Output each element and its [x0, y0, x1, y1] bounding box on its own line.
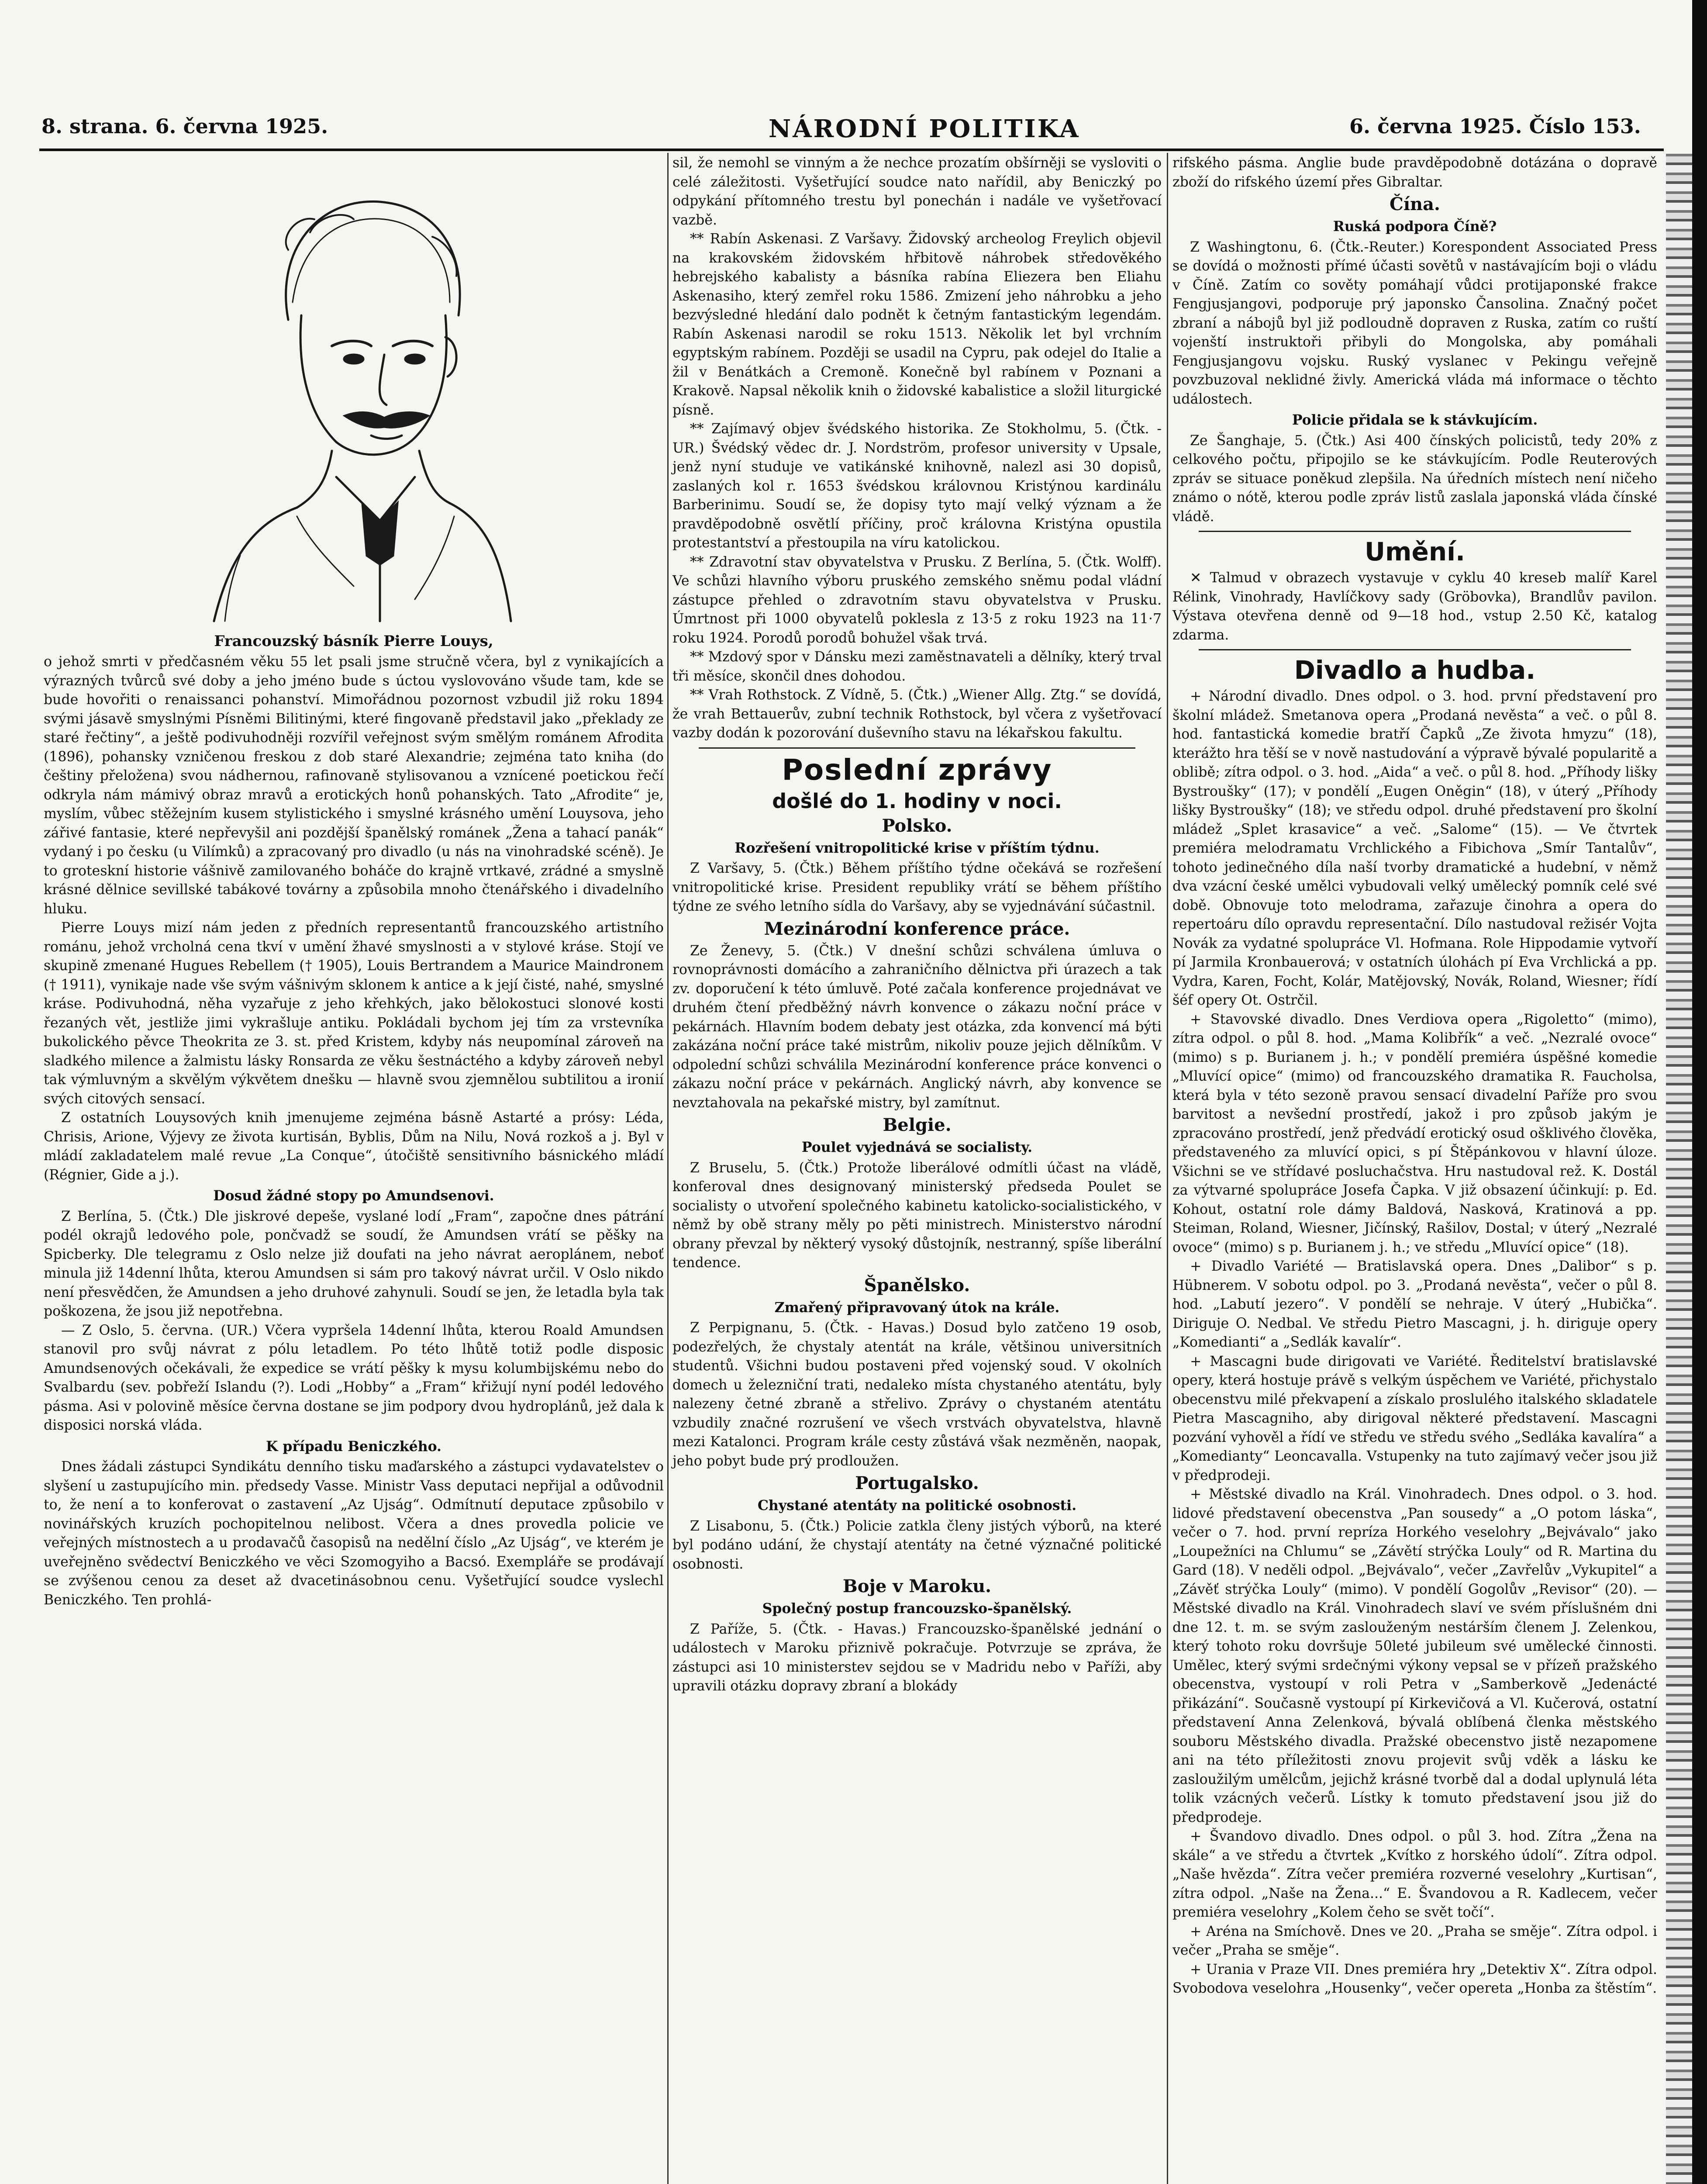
column-right	[1172, 154, 1657, 1998]
morocco-text: Z Paříže, 5. (Čtk. - Havas.) Francouzsko-španělské jednání o událostech v Maroku přiznivě pokračuje. Potvrzuje se zpráva, že zástupci asi 10 ministerstev sejdou se v Madridu nebo v Paříži, aby upravili otázku dopravy zbraní a blokády	[672, 1621, 1162, 1694]
poland-text: Z Varšavy, 5. (Čtk.) Během příštího týdne očekává se rozřešení vnitropolitické krise. President republiky vrátí se během příštího týdne ze svého letního sídla do Varšavy, aby se vyjednávání súčastnil.	[672, 860, 1162, 914]
rabin-askenasi-item: ** Rabín Askenasi. Z Varšavy. Židovský archeolog Freylich objevil na krakovském židovském hřbitově náhrobek středověkého hebrejského kabalisty a básníka rabína Eliezera ben Eliahu Askenasiho, který zemřel roku 1586. Zmizení jeho náhrobku a jeho bezvýsledné hledání dalo podnět k četným fantastickým legendám. Rabín Askenasi narodil se roku 1513. Několik let byl vrchním egyptským rabínem. Později se usadil na Cypru, pak odejel do Italie a žil v Benátkách a Cremoně. Konečně byl rabínem v Poznani a Krakově. Napsal několik knih o židovské kabalistice a složil liturgické písně.	[672, 231, 1162, 418]
article-louys-p3: Z ostatních Louysových knih jmenujeme zejména básně Astarté a prósy: Léda, Chrisis, Arione, Výjevy ze života kurtisán, Byblis, Dům na Nilu, Nová rozkoš a j. Byl v mládí zakladatelem malé revue „La Conque“, útočiště sensitivního básnického mládí (Régnier, Gide a j.).	[44, 1110, 664, 1183]
china-text: Z Washingtonu, 6. (Čtk.-Reuter.) Korespondent Associated Press se dovídá o možnosti přímé účasti sovětů v nastávajícím boji o vládu v Číně. Zatím co sověty pomáhají vůdci protijaponské frakce Fengjusjangovi, podporuje prý japonsko Čansolina. Značný počet zbraní a nábojů byl již podloudně dopraven z Ruska, zatím co ruští vojenští instruktoři přibyli do Mongolska, aby pomáhali Fengjusjangovu vojsku. Ruský vyslanec v Pekingu veřejně povzbuzoval neklidné živly. Americká vláda má informace o těchto událostech.	[1172, 239, 1657, 407]
talmud-exhibition-item: ✕ Talmud v obrazech vystavuje v cyklu 40 kreseb malíř Karel Rélink, Vinohrady, Havlíčkovy sady (Gröbovka), Brandlův pavilon. Výstava otevřena denně od 9—18 hod., vstup 2.50 Kč, katalog zdarma.	[1172, 570, 1657, 643]
belgium-heading: Belgie.	[883, 1115, 952, 1135]
column-left	[44, 154, 664, 1610]
section-rule	[1199, 531, 1631, 532]
scan-border	[1692, 0, 1707, 2184]
urania-item: + Urania v Praze VII. Dnes premiéra hry „Detektiv X“. Zítra odpol. Svobodova veselohra „Housenky“, večer opereta „Honba za štěstím“.	[1172, 1961, 1657, 1996]
portugal-subheading: Chystané atentáty na politické osobnosti.	[757, 1497, 1077, 1514]
swedish-historian-item: ** Zajímavý objev švédského historika. Ze Stokholmu, 5. (Čtk. - UR.) Švédský vědec dr. J. Nordström, profesor university v Upsale, jenž nyní studuje ve vatikánské knihovně, nalezl asi 30 dopisů, zaslaných kol r. 1653 švédskou královnou Kristýnou kardinálu Barberinimu. Soudí se, že dopisy tyto mají velký význam a že pravděpodobně osvětlí příčiny, proč královna Kristýna opustila protestantství a přestoupila na víru katolickou.	[672, 421, 1162, 551]
belgium-subheading: Poulet vyjednává se socialisty.	[801, 1139, 1033, 1155]
denmark-wage-item: ** Mzdový spor v Dánsku mezi zaměstnavateli a dělníky, který trval tři měsíce, skončil dnes dohodou.	[672, 649, 1162, 684]
latest-news-subtitle: došlé do 1. hodiny v noci.	[772, 789, 1062, 813]
benicky-text: Dnes žádali zástupci Syndikátu denního tisku maďarského a zástupci vydavatelstev o slyšení u zastupujícího min. předsedy Vasse. Ministr Vass deputaci nepřijal a odůvodnil to, že není a to konferovat o zastavení „Az Ujság“. Odmítnutí deputace způsobilo v novinářských kruzích pochopitelnou nelibost. Včera a dnes provedla policie ve veřejných místnostech a u prodavačů časopisů na nedělní číslo „Az Ujság“, ve kterém je uveřejněno svědectví Beniczkého ve věci Szomogyiho a Bacsó. Exempláře se prodávají se zvýšenou cenou za deset až dvacetinásobnou cenu. Vyšetřující soudce vyslechl Beniczkého. Ten prohlá-	[44, 1459, 664, 1608]
latest-news-banner: Poslední zprávy	[782, 753, 1052, 787]
section-rule	[699, 747, 1135, 749]
national-theatre-item: + Národní divadlo. Dnes odpol. o 3. hod. první představení pro školní mládež. Smetanova opera „Prodaná nevěsta“ a več. o půl 8. hod. fantastická komedie bratří Čapků „Ze života hmyzu“ (18), kterážto hra těší se v nově nastudování a výpravě bývalé popularitě a oblibě; zítra odpol. o 3. hod. „Aida“ a več. o půl 8. hod. „Příhody lišky Bystroušky“ (17); v pondělí „Eugen Oněgin“ (18), v úterý „Příhody lišky Bystroušky“ (18); ve středu odpol. druhé představení pro školní mládež „Splet krasavice“ a več. „Salome“ (15). — Ve čtvrtek premiéra melodramatu Vrchlického a Fibichova „Smír Tantalův“, tohoto jedinečného díla naší tvorby dramatické a hudební, v němž dva vzácní české umělci vybudovali velký umělecký pomník celé své době. Obnovuje toto melodrama, zařazuje činohra a opera do repertoáru dílo opravdu representační. Dílo nastudoval režisér Vojta Novák za vydatné spolupráce Vl. Hofmana. Role Hippodamie vytvoří pí Jarmila Kronbauerová; v ostatních úlohách pí Eva Vrchlická a pp. Vydra, Karen, Focht, Kolár, Matějovský, Novák, Roland, Wiesner; řídí šéf opery Ot. Ostrčil.	[1172, 688, 1657, 1008]
variete-theatre-item: + Divadlo Variété — Bratislavská opera. Dnes „Dalibor“ s p. Hübnerem. V sobotu odpol. po 3. „Prodaná nevěsta“, večer o půl 8. hod. „Labutí jezero“. V pondělí se nehraje. V úterý „Hubička“. Diriguje O. Nedbal. Ve středu Pietro Mascagni, j. h. diriguje opery „Komedianti“ a „Sedlák kavalír“.	[1172, 1258, 1657, 1350]
morocco-subheading: Společný postup francouzsko-španělský.	[762, 1600, 1072, 1617]
poland-heading: Polsko.	[882, 815, 952, 836]
amundsen-headline: Dosud žádné stopy po Amundsenovi.	[213, 1188, 494, 1204]
section-rule	[1199, 649, 1631, 650]
police-strike-heading: Policie přidala se k stávkujícím.	[1292, 412, 1538, 428]
amundsen-text-2: — Z Oslo, 5. června. (UR.) Včera vypršela 14denní lhůta, kterou Roald Amundsen stanovil pro svůj návrat z pólu letadlem. Po této lhůtě totiž podle disposic Amundsenových očekávali, že expedice se vrátí pěšky k mysu kolumbijskému nebo do Svalbardu (sev. pobřeží Islandu (?). Lodi „Hobby“ a „Fram“ křižují nyní podél ledového pásma. Asi v polovině měsíce června dostane se jim podpory dvou hydroplánů, jež dala k disposici norská vláda.	[44, 1322, 664, 1433]
page-number-date: 8. strana. 6. června 1925.	[41, 114, 328, 138]
arena-smichov-item: + Aréna na Smíchově. Dnes ve 20. „Praha se směje“. Zítra odpol. i večer „Praha se směje“.	[1172, 1923, 1657, 1958]
portrait-illustration	[188, 171, 520, 630]
spain-subheading: Zmařený připravovaný útok na krále.	[774, 1299, 1060, 1316]
arts-section-heading: Umění.	[1364, 537, 1466, 567]
rothstock-item: ** Vrah Rothstock. Z Vídně, 5. (Čtk.) „Wiener Allg. Ztg.“ se dovídá, že vrah Bettauerův, zubní technik Rothstock, byl včera z vyšetřovací vazby dodán k pozorování duševního stavu na lékařskou fakultu.	[672, 687, 1162, 741]
svanda-theatre-item: + Švandovo divadlo. Dnes odpol. o půl 3. hod. Zítra „Žena na skále“ a ve středu a čtvrtek „Kvítko z horského údolí“. Zítra odpol. „Naše hvězda“. Zítra večer premiéra rozverné veselohry „Kurtisan“, zítra odpol. „Naše na Žena...“ E. Švandovou a R. Kadlecem, večer premiéra veselohry „Kolem čeho se svět točí“.	[1172, 1828, 1657, 1920]
vinohrady-theatre-item: + Městské divadlo na Král. Vinohradech. Dnes odpol. o 3. hod. lidové představení obecenstva „Pan sousedy“ a „O potom láska“, večer o 7. hod. první repríza Horkého veselohry „Bejvávalo“ jako „Loupežníci na Chlumu“ se „Závětí strýčka Louly“ od R. Martina du Gard (18). V neděli odpol. „Bejvávalo“, večer „Zavřelův „Vykupitel“ a „Závěť strýčka Louly“ (mimo). V pondělí Gogolův „Revisor“ (20). — Městské divadlo na Král. Vinohradech slaví ve svém příslušném dni dne 12. t. m. se svým zaslouženým nestárším členem J. Zelenkou, který tohoto roku dovršuje 50leté jubileum své umělecké činnosti. Umělec, který svými srdečnými výkony vepsal se v přízeň pražského obecenstva, vystoupí v roli Petra v „Samberkově „Jedenácté přikázání“. Současně vystoupí pí Kirkevičová a Vl. Kučerová, ostatní představení Anna Zelenková, bývalá oblíbená členka městského souboru Městského divadla. Pražské obecenstvo jistě nezapomene ani na této příležitosti znovu projevit svůj vděk a lásku ke zasloužilým umělcům, jejichž krásné tvorbě dal a dodal uplynulá léta tolik vzácných večerů. Lístky k tomuto představení jsou již do předprodeje.	[1172, 1486, 1657, 1825]
china-heading: Čína.	[1390, 194, 1440, 214]
police-strike-text: Ze Šanghaje, 5. (Čtk.) Asi 400 čínských policistů, tedy 20% z celkového počtu, připojilo se ke stávkujícím. Podle Reuterových zpráv se situace poněkud zlepšila. Na úředních místech není ničeho známo o nótě, kterou podle zpráv listů zaslala japonská vláda čínské vládě.	[1172, 432, 1657, 525]
theatre-music-heading: Divadlo a hudba.	[1294, 655, 1536, 685]
estates-theatre-item: + Stavovské divadlo. Dnes Verdiova opera „Rigoletto“ (mimo), zítra odpol. o půl 8. hod. „Mama Kolibřík“ a več. „Nezralé ovoce“ (mimo) s p. Burianem j. h.; v pondělí premiéra úspěšné komedie „Mluvící opice“ (mimo) od francouzského dramatika R. Faucholsa, která byla v této sezoně pravou sensací divadelní Paříže pro svou barvitost a nevšední prostředí, jakož i pro způsob jakým je zpracováno prostředí, jenž předvádí erotický osud ošklivého člověka, představeného za mluvící opici, s pí Štěpánkovou v hlavní úloze. Všichni se ve střídavé posluchačstva. Hru nastudoval rež. K. Dostál za výtvarné spolupráce Josefa Čapka. V již obsazení účinkují: p. Ed. Kohout, ostatní role dámy Baldová, Nasková, Kratinová a pp. Steiman, Roland, Wiesner, Jičínský, Rašilov, Dostal; v úterý „Nezralé ovoce“ (mimo) s p. Burianem j. h.; ve středu „Mluvící opice“ (18).	[1172, 1011, 1657, 1255]
column-divider	[667, 153, 669, 2184]
morocco-heading: Boje v Maroku.	[842, 1576, 992, 1597]
column-middle	[672, 154, 1162, 1696]
article-louys-p2: Pierre Louys mizí nám jeden z předních representantů francouzského artistního románu, jehož vrcholná cena tkví v umění žhavé smyslnosti a v stylové kráse. Stojí ve skupině zmenané Hugues Rebellem († 1905), Louis Bertrandem a Maurice Maindronem († 1911), vynikaje nade vše svým vášnivým sklonem k antice a k její čisté, nahé, smyslné kráse. Podivuhodná, něha vyzařuje z jeho křehkých, jako bělokostuci slonové kosti řezaných vět, jestliže jimi vykrašluje antiku. Pokládali bychom jej tím za vrstevníka bukolického pěvce Theokrita ze 3. st. před Kristem, kdyby nás neupomínal zároveň na sladkého milence a žalmistu lásky Ronsarda ze věku šestnáctého a kdyby zároveň nebyl tak výmluvným a skvělým výkvětem dnešku — hlavně svou zjemnělou subtilitou a ironií svých citových sensací.	[44, 920, 664, 1107]
prussia-health-item: ** Zdravotní stav obyvatelstva v Prusku. Z Berlína, 5. (Čtk. Wolff). Ve schůzi hlavního výboru pruského zemského sněmu podal vládní zástupce přehled o zdravotním stavu obyvatelstva v Prusku. Úmrtnost při 1000 obyvatelů poklesla z 13·5 z roku 1923 na 11·7 roku 1924. Porodů porodů bohužel však trvá.	[672, 554, 1162, 646]
portugal-text: Z Lisabonu, 5. (Čtk.) Policie zatkla členy jistých výborů, na které byl podáno udání, že chystají atentáty na četné význačné politické osobnosti.	[672, 1518, 1162, 1572]
issue-date-number: 6. června 1925. Číslo 153.	[1349, 114, 1641, 138]
labour-conference-text: Ze Ženevy, 5. (Čtk.) V dnešní schůzi schválena úmluva o rovnoprávnosti domácího a zahraničního dělnictva při úrazech a tak zv. doporučení k této úmluvě. Poté začala konference projednávat ve druhém čtení předběžný návrh konvence o zákazu noční práce v pekárnách. Hlavním bodem debaty jest otázka, zda konvencí má býti zakázána noční práce také mistrům, nikoliv pouze jejich dělníkům. V odpolední schůzi schválila Mezinárodní konference práce konvenci o zákazu noční práce v pekárnách. Anglický návrh, aby konvence se nevztahovala na pekařské mistry, byl zamítnut.	[672, 943, 1162, 1111]
morocco-continuation: rifského pásma. Anglie bude pravděpodobně dotázána o dopravě zboží do rifského území přes Gibraltar.	[1172, 155, 1657, 190]
header-rule	[39, 149, 1664, 151]
spain-heading: Španělsko.	[864, 1275, 970, 1296]
mascagni-item: + Mascagni bude dirigovati ve Variété. Ředitelství bratislavské opery, která hostuje právě s velkým úspěchem ve Variété, přichystalo obecenstvu milé překvapení a získalo proslulého italského skladatele Pietra Mascagniho, aby dirigoval některé představení. Mascagni pozvání vyhověl a řídí ve středu ve středu svého „Sedláka kavalíra“ a „Komedianty“ Leoncavalla. Vstupenky na tuto zajímavý večer jsou již v předprodeji.	[1172, 1353, 1657, 1483]
portrait-caption-title: Francouzský básník Pierre Louys,	[214, 632, 493, 650]
spain-text: Z Perpignanu, 5. (Čtk. - Havas.) Dosud bylo zatčeno 19 osob, podezřelých, že chystaly atentát na krále, většinou universitních studentů. Všichni budou postaveni před vojenský soud. V okolních domech u železniční trati, nedaleko místa chystaného atentátu, byly nalezeny četné zbraně a střelivo. Zprávy o chystaném atentátu vzbudily značné rozrušení ve všech vrstvách obyvatelstva, hlavně mezi Katalonci. Program krále cesty zůstává však nezměněn, naopak, jeho pobyt bude prý prodloužen.	[672, 1320, 1162, 1469]
amundsen-text-1: Z Berlína, 5. (Čtk.) Dle jiskrové depeše, vyslané lodí „Fram“, započne dnes pátrání podél okrajů ledového pole, pončvadž se soudí, že Amundsen vrátí se pěšky na Spicberky. Dle telegramu z Oslo nelze již doufati na jeho návrat aeroplánem, neboť minula již 14denní lhůta, kterou Amundsen si sám pro takový návrat určil. V Oslo nikdo není přesvědčen, že Amundsen a jeho druhové zahynuli. Soudí se jen, že letadla byla tak poškozena, že jsou již nepotřebna.	[44, 1208, 664, 1319]
masthead-title: NÁRODNÍ POLITIKA	[769, 114, 1080, 143]
adjacent-page-edge	[1666, 154, 1693, 2184]
benicky-headline: K případu Beniczkého.	[266, 1438, 442, 1455]
portugal-heading: Portugalsko.	[855, 1473, 979, 1493]
column-divider	[1167, 153, 1168, 2184]
benicky-continuation: sil, že nemohl se vinným a že nechce prozatím obšírněji se vysloviti o celé záležitosti. Vyšetřující soudce nato nařídil, aby Beniczký po odpykání přítomného trestu byl ponechán i nadále ve vyšetřovací vazbě.	[672, 155, 1162, 228]
belgium-text: Z Bruselu, 5. (Čtk.) Protože liberálové odmítli účast na vládě, konferoval dnes designovaný ministerský předseda Poulet se socialisty o utvoření společného kabinetu katolicko-socialistického, v němž by obě strany měly po pěti ministrech. Ministerstvo národní obrany převzal by některý vysoký důstojník, nestranný, spíše liberální tendence.	[672, 1160, 1162, 1271]
labour-conference-heading: Mezinárodní konference práce.	[764, 918, 1070, 939]
poland-subheading: Rozřešení vnitropolitické krise v příštím týdnu.	[735, 840, 1100, 856]
article-louys-p1: o jehož smrti v předčasném věku 55 let psali jsme stručně včera, byl z vynikajících a výrazných tvůrců své doby a jeho jméno bude s úctou vyslovováno všude tam, kde se bude hovořiti o renaissanci pohanství. Mimořádnou pozornost vzbudil již roku 1894 svými jásavě smyslnými Písněmi Bilitinými, které fingovaně představil jako „překlady ze staré řečtiny“, a ještě podivuhodněji rozvířil veřejnost svým smělým románem Afrodita (1896), pohansky vzničenou freskou z dob staré Alexandrie; zejména tato kniha (do češtiny přeložena) svou nádhernou, rafinovaně stylisovanou a vznícené poetickou řečí odkryla nám mámivý obraz mravů a erotických honů pohanských. Tato „Afrodite“ je, myslím, vůbec stěžejním kusem stylistického i smyslné krásného umění Louysova, jeho zářivé fantasie, které nepřevyšil ani pozdější španělský románek „Žena a tahací panák“ vydaný i po česku (u Vilímků) a zpracovaný pro divadlo (u nás na vinohradské scéně). Je to groteskní historie vášnivě zamilovaného boháče do krajně vrtkavé, zrádné a smyslně krásné dělnice sevillské tabákové továrny a způsobila mnoho čtenářského i divadelního hluku.	[44, 654, 664, 917]
china-subheading: Ruská podpora Číně?	[1333, 218, 1497, 235]
